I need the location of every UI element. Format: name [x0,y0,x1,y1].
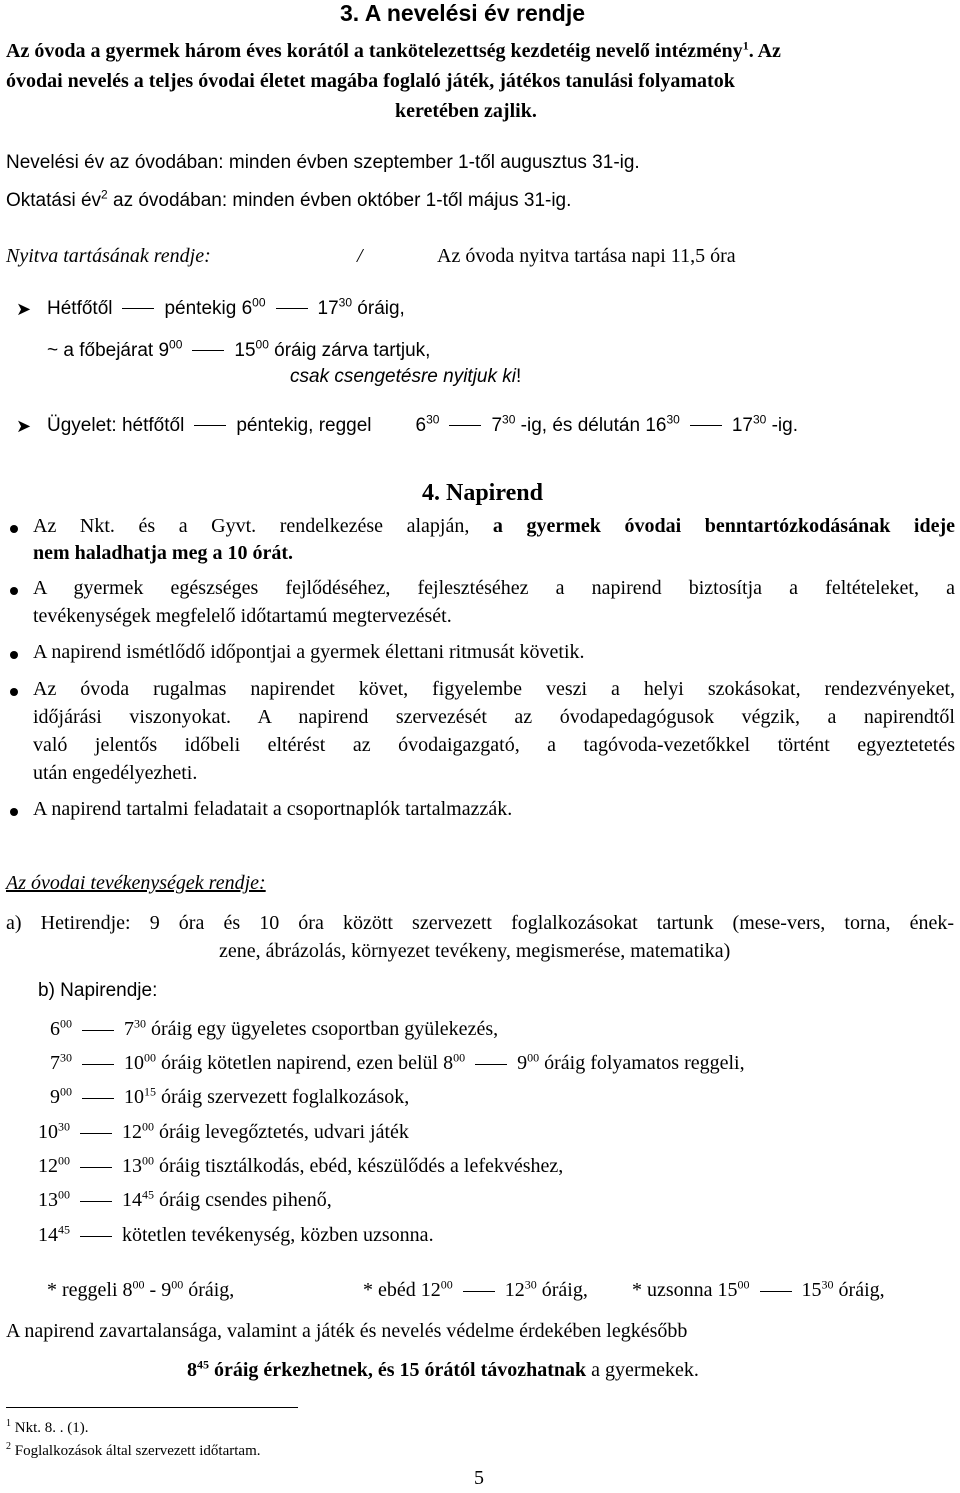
csengetes-line: csak csengetésre nyitjuk ki! [290,366,522,387]
ugyelet-line: Ügyelet: hétfőtől péntekig, reggel $6^{30}$ $7^{30}$ -ig, és délután $16^{30}$ $17^{30}$ -ig. [47,412,798,436]
schedule-row: $10^{30}$ $12^{00}$ óráig levegőztetés, udvari játék [38,1119,409,1143]
nyitva-label: Nyitva tartásának rendje: [6,245,211,267]
schedule-row: $13^{00}$ $14^{45}$ óráig csendes pihenő, [38,1187,332,1211]
bullet-2-line-1: A gyermek egészséges fejlődéséhez, fejlesztéséhez a napirend biztosítja a feltételeket, a [33,577,955,599]
bullet-2-line-2: tevékenységek megfelelő időtartamú megtervezését. [33,605,452,627]
bullet-icon [10,651,18,659]
footnote-ref-1: 1 [742,38,749,53]
schedule-row: $12^{00}$ $13^{00}$ óráig tisztálkodás, ebéd, készülődés a lefekvéshez, [38,1153,564,1177]
nyitva-text: Az óvoda nyitva tartása napi 11,5 óra [437,245,736,267]
bullet-icon [10,808,18,816]
intro-line-2: óvodai nevelés a teljes óvodai életet magába foglaló játék, játékos tanulási folyamatok [6,70,735,92]
hetirend-line-1: a) Hetirendje: 9 óra és 10 óra között szervezett foglalkozásokat tartunk (mese-vers, torna, ének- [6,912,954,934]
meal-reggeli: * reggeli $8^{00} - 9^{00}$ óráig, [47,1277,235,1301]
schedule-row: $7^{30}$ $10^{00}$ óráig kötetlen napirend, ezen belül $8^{00}$ $9^{00}$ óráig folyamatos reggeli, [50,1050,745,1074]
footnote-ref-2: 2 [101,187,108,202]
bullet-5: A napirend tartalmi feladatait a csoportnaplók tartalmazzák. [33,798,513,820]
nevelesi-ev: Nevelési év az óvodában: minden évben szeptember 1-től augusztus 31-ig. [6,152,640,173]
bullet-icon [10,688,18,696]
meal-ebed: * ebéd $12^{00}$ $12^{30}$ óráig, [363,1277,588,1301]
arrow-bullet-icon: ➤ [16,416,32,436]
tevekenysegek-heading: Az óvodai tevékenységek rendje: [6,872,266,894]
hetirend-line-2: zene, ábrázolás, környezet tevékeny, megismerése, matematika) [219,940,731,962]
intro-line-3: keretében zajlik. [395,100,537,122]
section-4-title: 4. Napirend [422,480,543,506]
section-3-title: 3. A nevelési év rendje [340,0,586,26]
erkezes-line: $8^{45}$ óráig érkezhetnek, és 15 órától távozhatnak a gyermekek. [187,1357,699,1381]
meal-uzsonna: * uzsonna $15^{00}$ $15^{30}$ óráig, [632,1277,885,1301]
bullet-4-line-1: Az óvoda rugalmas napirendet követ, figyelembe veszi a helyi szokásokat, rendezvényeket, [33,678,955,700]
bullet-4-line-4: után engedélyezheti. [33,762,198,784]
bullet-icon [10,587,18,595]
schedule-row: $9^{00}$ $10^{15}$ óráig szervezett foglalkozások, [50,1084,410,1108]
oktatasi-ev: Oktatási $év^2$ az óvodában: minden évben október 1-től május 31-ig. [6,187,572,211]
zavartalansag-line: A napirend zavartalansága, valamint a játék és nevelés védelme érdekében legkésőbb [6,1320,688,1342]
footnote-2: $^2$ Foglalkozások által szervezett időtartam. [6,1441,261,1459]
bullet-4-line-2: időjárási viszonyokat. A napirend szervezését az óvodapedagógusok végzik, a napirendtől [33,706,955,728]
bullet-3: A napirend ismétlődő időpontjai a gyermek élettani ritmusát követik. [33,641,585,663]
bullet-1-line-2: nem haladhatja meg a 10 órát. [33,542,293,564]
footnote-1: $^1$ Nkt. 8. . (1). [6,1418,89,1436]
schedule-row: $14^{45}$ kötetlen tevékenység, közben uzsonna. [38,1222,434,1246]
napirend-label: b) Napirendje: [38,980,158,1001]
bullet-4-line-3: való jelentős időbeli eltérést az óvodaigazgató, a tagóvoda-vezetőkkel történt egyeztetetés [33,734,955,756]
intro-line-1: Az óvoda a gyermek három éves korától a tankötelezettség kezdetéig nevelő intézmény$^1$. Az [6,38,781,62]
arrow-bullet-icon: ➤ [16,299,32,319]
slash: / [357,245,363,267]
page-number: 5 [474,1467,484,1489]
footnote-separator [6,1407,298,1408]
bullet-icon [10,525,18,533]
fobejarat-line: ~ a főbejárat $9^{00}$ $15^{00}$ óráig zárva tartjuk, [47,337,431,361]
bullet-1-line-1: Az Nkt. és a Gyvt. rendelkezése alapján, a gyermek óvodai benntartózkodásának ideje [33,515,955,537]
schedule-row: $6^{00}$ $7^{30}$ óráig egy ügyeletes csoportban gyülekezés, [50,1016,499,1040]
hetfo-line: Hétfőtől péntekig $6^{00}$ $17^{30}$ óráig, [47,295,405,319]
